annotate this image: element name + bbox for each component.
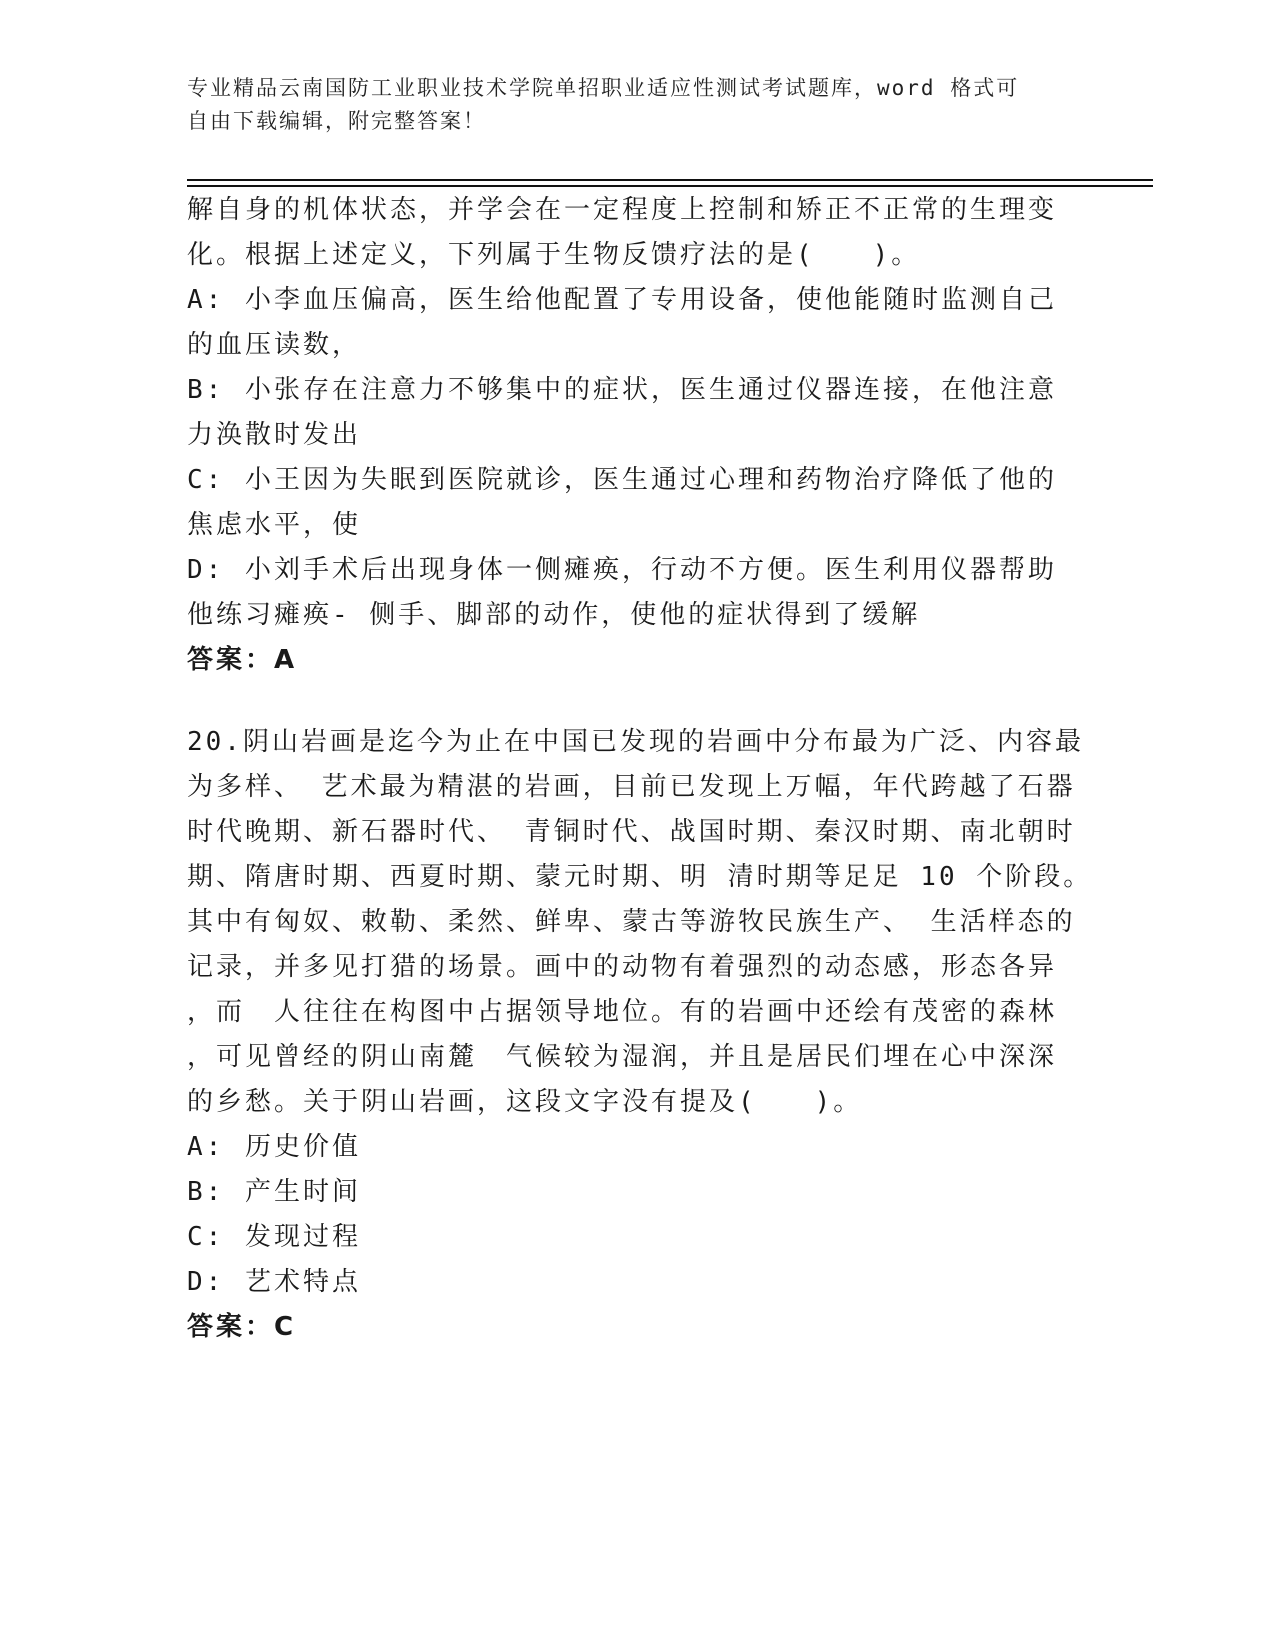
question-stem-line: 的乡愁。关于阴山岩画，这段文字没有提及( )。 bbox=[187, 1087, 863, 1117]
question-stem-line: 期、隋唐时期、西夏时期、蒙元时期、明 清时期等足足 10 个阶段。 bbox=[187, 862, 1093, 892]
question-stem-line: ，可见曾经的阴山南麓 气候较为湿润，并且是居民们埋在心中深深 bbox=[187, 1042, 1058, 1072]
option-c bbox=[187, 1215, 1077, 1260]
option-label: D: bbox=[187, 555, 225, 585]
option-a-continued: 的血压读数， bbox=[187, 330, 362, 360]
option-b bbox=[187, 368, 1077, 413]
option-text: 历史价值 bbox=[245, 1132, 362, 1162]
question-stem-line: 时代晚期、新石器时代、 青铜时代、战国时期、秦汉时期、南北朝时 bbox=[187, 817, 1076, 847]
header-line: 自由下载编辑，附完整答案！ bbox=[187, 109, 486, 133]
header-line: 专业精品云南国防工业职业技术学院单招职业适应性测试考试题库，word 格式可 bbox=[187, 76, 1020, 100]
option-d bbox=[187, 1260, 1077, 1305]
option-label: A: bbox=[187, 1132, 225, 1162]
option-label: B: bbox=[187, 375, 225, 405]
option-text: 小刘手术后出现身体一侧瘫痪，行动不方便。医生利用仪器帮助 bbox=[245, 555, 1058, 585]
option-text: 小李血压偏高，医生给他配置了专用设备，使他能随时监测自己 bbox=[245, 285, 1058, 315]
option-d-continued: 他练习瘫痪- 侧手、脚部的动作，使他的症状得到了缓解 bbox=[187, 600, 921, 630]
question-stem-line: 其中有匈奴、敕勒、柔然、鲜卑、蒙古等游牧民族生产、 生活样态的 bbox=[187, 907, 1076, 937]
option-d bbox=[187, 548, 1077, 593]
option-label: B: bbox=[187, 1177, 225, 1207]
option-label: C: bbox=[187, 1222, 225, 1252]
question-20 bbox=[187, 720, 1093, 1350]
option-c bbox=[187, 458, 1077, 503]
question-stem-line: 化。根据上述定义，下列属于生物反馈疗法的是( )。 bbox=[187, 240, 921, 270]
option-label: C: bbox=[187, 465, 225, 495]
option-b-continued: 力涣散时发出 bbox=[187, 420, 362, 450]
question-stem-line: 为多样、 艺术最为精湛的岩画，目前已发现上万幅，年代跨越了石器 bbox=[187, 772, 1076, 802]
option-c-continued: 焦虑水平，使 bbox=[187, 510, 362, 540]
option-label: D: bbox=[187, 1267, 225, 1297]
option-text: 发现过程 bbox=[245, 1222, 362, 1252]
question-stem-line: 记录，并多见打猎的场景。画中的动物有着强烈的动态感，形态各异 bbox=[187, 952, 1058, 982]
option-text: 小张存在注意力不够集中的症状，医生通过仪器连接，在他注意 bbox=[245, 375, 1058, 405]
question-stem-line: 解自身的机体状态，并学会在一定程度上控制和矫正不正常的生理变 bbox=[187, 195, 1058, 225]
option-a bbox=[187, 1125, 1077, 1170]
question-19 bbox=[187, 188, 1077, 683]
option-a bbox=[187, 278, 1077, 323]
option-text: 小王因为失眠到医院就诊，医生通过心理和药物治疗降低了他的 bbox=[245, 465, 1058, 495]
question-stem-line: ，而 人往往在构图中占据领导地位。有的岩画中还绘有茂密的森林 bbox=[187, 997, 1058, 1027]
header-divider-bottom bbox=[187, 185, 1153, 187]
answer-20: 答案：C bbox=[187, 1312, 297, 1342]
question-stem-line: 20.阴山岩画是迄今为止在中国已发现的岩画中分布最为广泛、内容最 bbox=[187, 727, 1084, 757]
option-label: A: bbox=[187, 285, 225, 315]
page-header bbox=[187, 72, 1067, 138]
option-text: 艺术特点 bbox=[245, 1267, 362, 1297]
header-divider-top bbox=[187, 179, 1153, 181]
option-text: 产生时间 bbox=[245, 1177, 362, 1207]
option-b bbox=[187, 1170, 1077, 1215]
answer-19: 答案：A bbox=[187, 645, 298, 675]
